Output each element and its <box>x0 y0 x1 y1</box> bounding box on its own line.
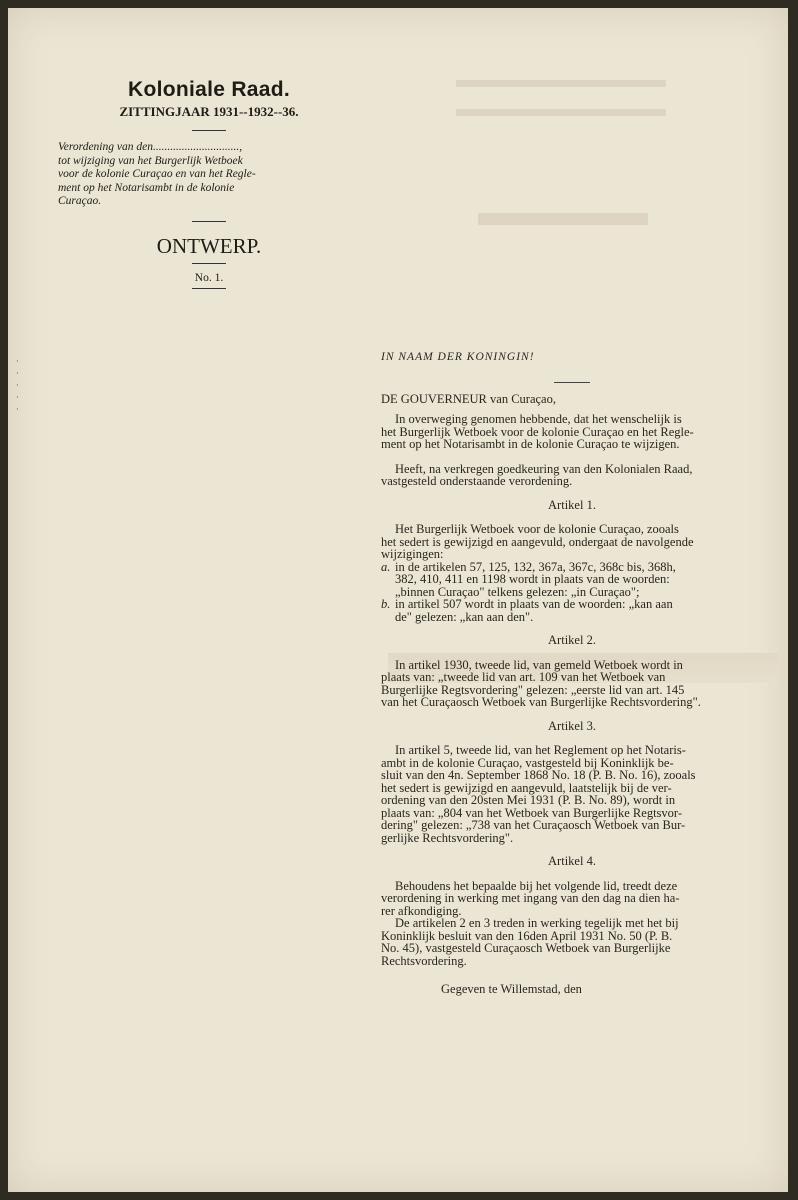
preamble: In overweging genomen hebbende, dat het wenschelijk is het Burgerlijk Wetboek voor de kolonie Curaçao en het Regle- ment op het Notarisambt in de kolonie Curaçao te wijzigen. <box>381 412 694 451</box>
article-4-text-2: De artikelen 2 en 3 treden in werking tegelijk met het bij Koninklijk besluit van den 16den April 1931 No. 50 (P. B. No. 45), vastgesteld Curaçaosch Wetboek van Burgerlijke Rechtsvordering. <box>381 916 679 968</box>
article-2-text: In artikel 1930, tweede lid, van gemeld Wetboek wordt in plaats van: „tweede lid van art. 109 van het Wetboek van Burgerlijke Regtsvordering" gelezen: „eerste lid van art. 145 van het Curaçaosch Wetboek van Burgerlijke Rechtsvordering". <box>381 657 701 709</box>
divider <box>192 130 226 131</box>
document-page <box>8 8 788 1192</box>
divider <box>192 288 226 289</box>
item-text: in de artikelen 57, 125, 132, 367a, 367c, 368c bis, 368h, 382, 410, 411 en 1198 wordt in plaats van de woorden: „binnen Curaçao" telkens gelezen: „in Curaçao"; <box>395 559 676 599</box>
draft-heading: ONTWERP. <box>156 233 262 258</box>
item-label: a. <box>381 559 391 574</box>
article-4-heading: Artikel 4. <box>548 854 596 868</box>
item-label: b. <box>381 597 391 611</box>
ordinance-description: Verordening van den.............................., tot wijziging van het Burgerlijk Wetboek voor de kolonie Curaçao en van het Regle- ment op het Notarisambt in de kolonie Curaçao. <box>58 141 256 207</box>
article-1-heading: Artikel 1. <box>548 497 596 512</box>
article-2-heading: Artikel 2. <box>548 633 596 647</box>
divider <box>192 221 226 222</box>
bleed-through-mark <box>456 80 666 116</box>
article-1-intro: Het Burgerlijk Wetboek voor de kolonie Curaçao, zooals het sedert is gewijzigd en aangevuld, ondergaat de navolgende wijzigingen: <box>381 522 694 561</box>
governor-line: DE GOUVERNEUR van Curaçao, <box>381 391 556 406</box>
article-4-text: Behoudens het bepaalde bij het volgende lid, treedt deze verordening in werking met ingang van den dag na dien ha- rer afkondiging. <box>381 878 680 918</box>
session-year: ZITTINGJAAR 1931--1932--36. <box>119 104 299 119</box>
article-3-heading: Artikel 3. <box>548 718 596 733</box>
article-1-item-b <box>381 598 763 623</box>
article-3-text: In artikel 5, tweede lid, van het Reglement op het Notaris- ambt in de kolonie Curaçao, vastgesteld bij Koninklijk be- sluit van den 4n. September 1868 No. 18 (P. B. No. 16), zooals het sedert is gewijzigd en aangevuld, laatstelijk bij de ver- ordening van den 20sten Mei 1931 (P. B. No. 89), wordt in plaats van: „804 van het Wetboek van Burgerlijke Regtsvor- dering" gelezen: „738 van het Curaçaosch Wetboek van Bur- gerlijke Rechtsvordering". <box>381 743 696 845</box>
approval-statement: Heeft, na verkregen goedkeuring van den Kolonialen Raad, vastgesteld onderstaande verordening. <box>381 461 693 488</box>
closing-line: Gegeven te Willemstad, den <box>441 982 582 996</box>
divider <box>554 382 590 383</box>
invocation: IN NAAM DER KONINGIN! <box>381 351 535 363</box>
divider <box>192 263 226 264</box>
ordinance-body <box>381 351 763 996</box>
margin-marks: · · · · · <box>16 357 19 415</box>
article-1-item-a <box>381 561 763 599</box>
header-block <box>58 78 354 299</box>
council-title: Koloniale Raad. <box>127 78 291 101</box>
item-text: in artikel 507 wordt in plaats van de woorden: „kan aan de" gelezen: „kan aan den". <box>395 597 673 624</box>
bleed-through-mark <box>478 213 648 225</box>
document-number: No. 1. <box>194 271 224 284</box>
